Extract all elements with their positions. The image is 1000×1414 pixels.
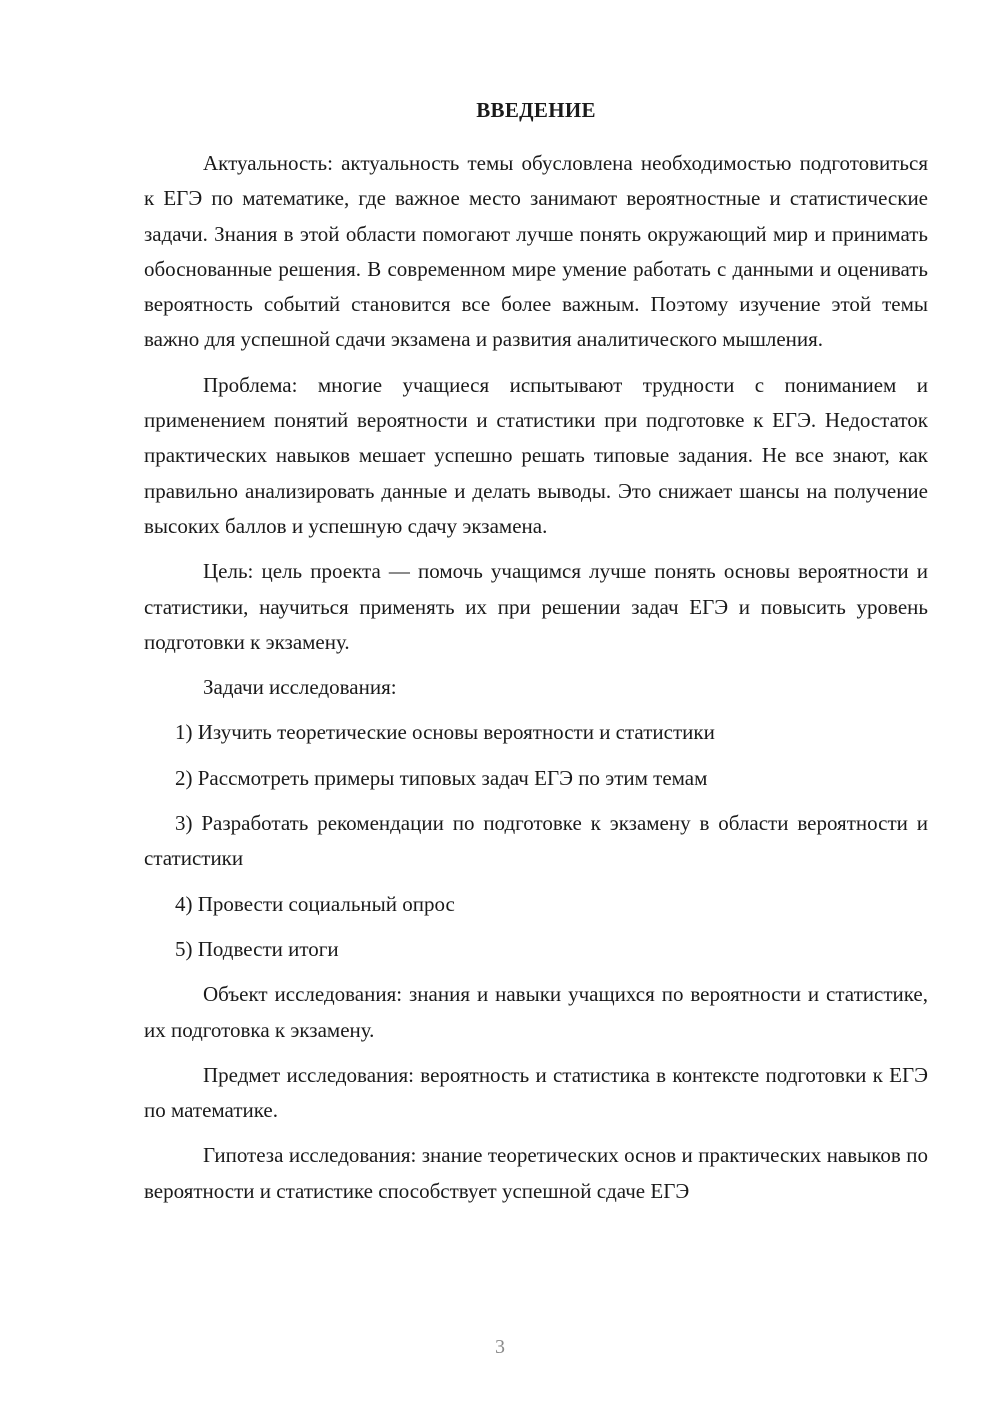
task-item: 1) Изучить теоретические основы вероятности и статистики [175, 720, 715, 745]
paragraph-hypothesis: Гипотеза исследования: знание теоретических основ и практических навыков по вероятности и статистике способствует успешной сдаче ЕГЭ [144, 1143, 928, 1203]
section-title: ВВЕДЕНИЕ [476, 98, 596, 122]
tasks-list [144, 715, 928, 967]
paragraph-object: Объект исследования: знания и навыки учащихся по вероятности и статистике, их подготовка к экзамену. [144, 982, 928, 1042]
task-item: 5) Подвести итоги [175, 936, 339, 961]
page-content [144, 96, 928, 1219]
paragraph-goal: Цель: цель проекта — помочь учащимся лучше понять основы вероятности и статистики, научиться применять их при решении задач ЕГЭ и повысить уровень подготовки к экзамену. [144, 559, 928, 654]
page-number: 3 [495, 1336, 505, 1358]
task-item: 3) Разработать рекомендации по подготовке к экзамену в области вероятности и статистики [144, 811, 928, 871]
paragraph-subject: Предмет исследования: вероятность и статистика в контексте подготовки к ЕГЭ по математике. [144, 1062, 928, 1123]
task-item: 2) Рассмотреть примеры типовых задач ЕГЭ по этим темам [175, 765, 708, 790]
paragraph-relevance: Актуальность: актуальность темы обусловлена необходимостью подготовиться к ЕГЭ по математике, где важное место занимают вероятностные и статистические задачи. Знания в этой области помогают лучше понять окружающий мир и принимать обоснованные решения. В современном мире умение работать с данными и оценивать вероятность событий становится все более важным. Поэтому изучение этой темы важно для успешной сдачи экзамена и развития аналитического мышления. [144, 151, 928, 352]
task-item: 4) Провести социальный опрос [175, 891, 455, 916]
paragraph-problem: Проблема: многие учащиеся испытывают трудности с пониманием и применением понятий вероятности и статистики при подготовке к ЕГЭ. Недостаток практических навыков мешает успешно решать типовые задания. Не все знают, как правильно анализировать данные и делать выводы. Это снижает шансы на получение высоких баллов и успешную сдачу экзамена. [144, 372, 928, 538]
tasks-heading: Задачи исследования: [203, 675, 397, 700]
